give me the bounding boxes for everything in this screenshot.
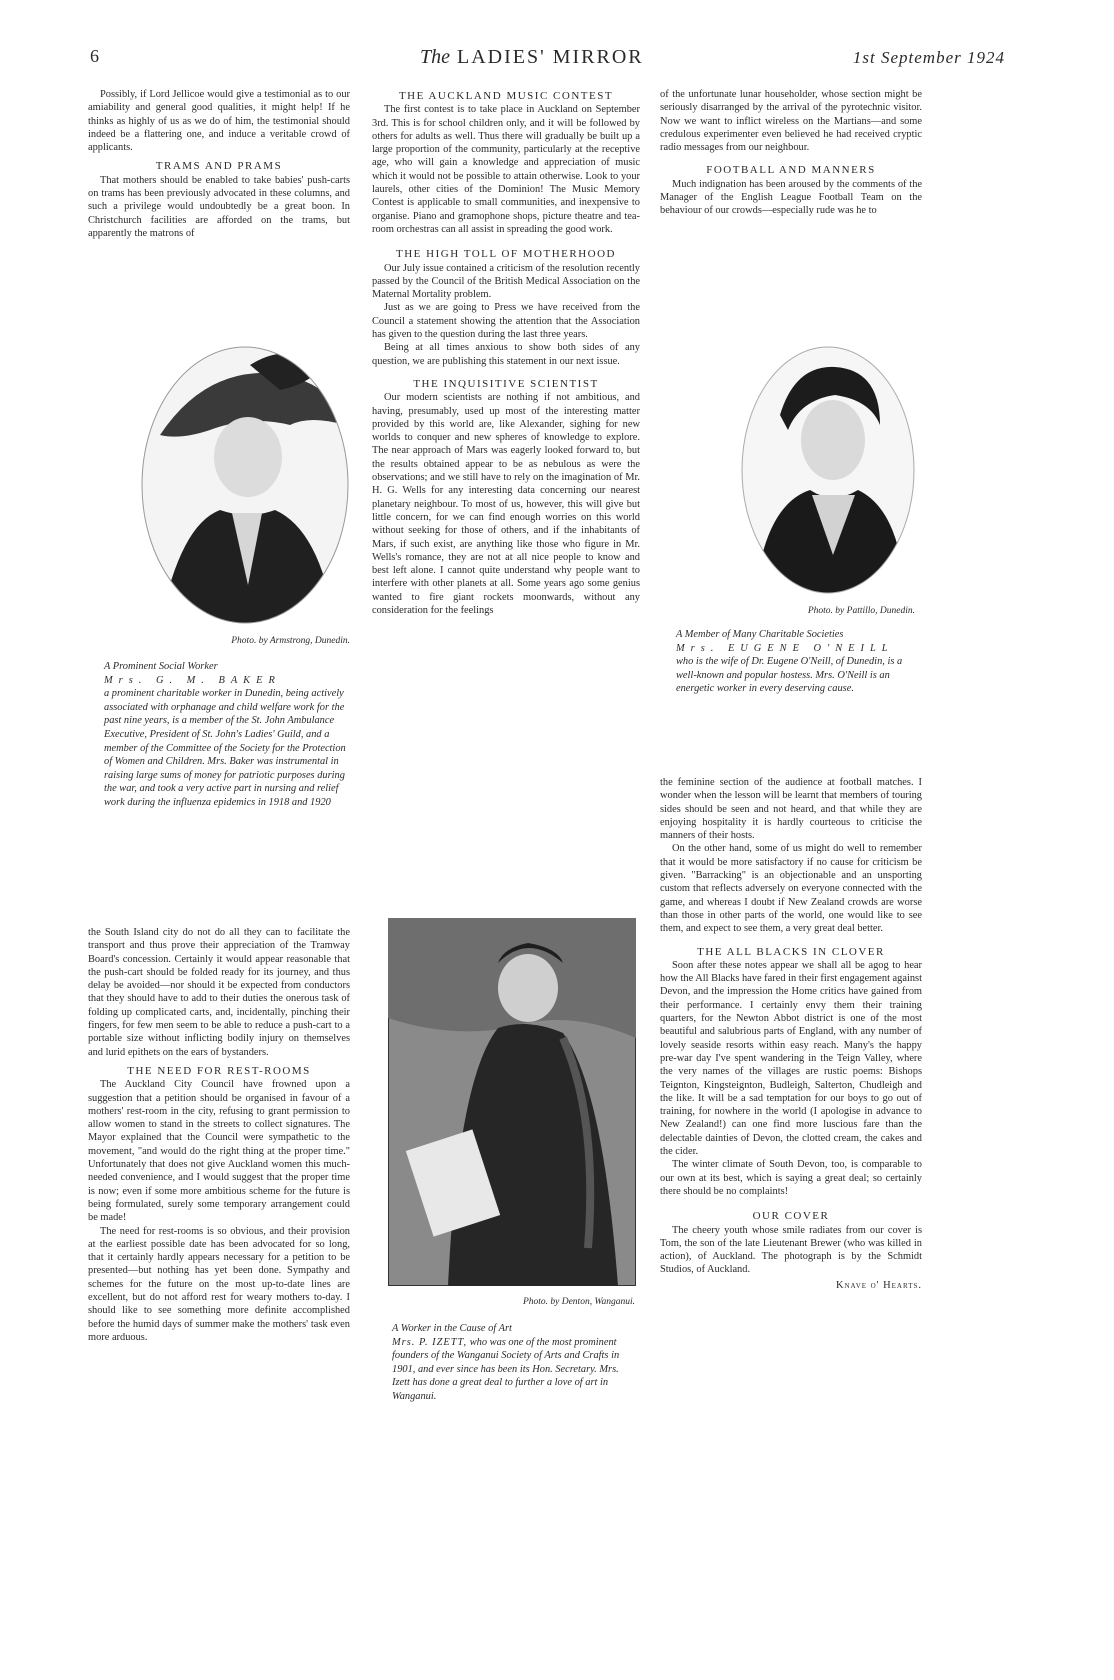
photo3-credit: Photo. by Pattillo, Dunedin. [807,606,915,616]
photo1-caption-head: A Prominent Social Worker [104,661,218,672]
photo1-credit: Photo. by Armstrong, Dunedin. [231,636,350,646]
portrait-oval-baker [140,345,350,625]
col1-top [88,88,350,240]
photo1-caption-text: a prominent charitable worker in Dunedin, being actively associated with orphanage and child welfare work for the past nine years, is a member of the St. John Ambulance Executive, President of St. John's Ladies' Guild, and a member of the Committee of the Society for the Protection of Women and Children. Mrs. Baker was instrumental in raising large sums of money for patriotic purposes during the war, and took a very active part in nursing and relief work during the influenza epidemics in 1918 and 1920 [104,688,346,808]
football-paragraph-2: On the other hand, some of us might do well to remember that it would be more satisfactory if no cause for criticism be given. "Barracking" is an objectionable and an unsporting custom that reflects adversely on everyone connected with the game, and whereas I doubt if New Zealand crowds are worse than those in other parts of the world, one would like to see them, and expect to see them, a very great deal better. [660,843,922,935]
music-contest-paragraph: The first contest is to take place in Auckland on September 3rd. This is for school children only, and it will be followed by others for adults as well. Thus there will gradually be built up a large proportion of the community, particularly at the receptive age, who will gain a knowledge and appreciation of music which it would not be possible to attain otherwise. Look to your laurels, other cities of the Dominion! The Music Memory Contest is applicable to small communities, and inexpensive to organise. Piano and gramophone shops, picture theatre and tea-room orchestras can all assist in spreading the good work. [372,104,640,235]
masthead-the: The [420,46,450,68]
page-number: 6 [90,46,99,66]
scientist-paragraph: Our modern scientists are nothing if not ambitious, and having, presumably, used up most of the interesting matter provided by this world are, like Alexander, sighing for new worlds to conquer and new spheres of knowledge to explore. The near approach of Mars was eagerly looked forward to, but the results obtained appear to be as nebulous as were the observations; and we still have to rely on the imagination of Mr. H. G. Wells for any interesting data concerning our nearest planetary neighbour. To most of us, however, this will give but little concern, for we can find enough worries on this world without seeking for those of others, and if the inhabitants of Mars, if such exist, are anything like those who figure in Mr. Wells's romance, they are not at all nice people to know and best left alone. I cannot quite understand why people want to interfere with other planets at all. Some years ago some genius wanted to fire giant rockets moonwards, without any consideration for the feelings [372,392,640,616]
photo3-caption-head: A Member of Many Charitable Societies [676,629,844,640]
portrait-rect-izett [388,918,636,1286]
issue-date: 1st September 1924 [852,48,1005,67]
masthead [420,46,644,69]
all-blacks-paragraph-2: The winter climate of South Devon, too, is comparable to our own at its best, which is saying a great deal; so certainly there should be no complaints! [660,1159,922,1197]
photo2-caption-text: who was one of the most prominent founders of the Wanganui Society of Arts and Crafts in 1901, and ever since has been its Hon. Secretary. Mrs. Izett has done a great deal to further a love of art in Wanganui. [392,1336,620,1402]
motherhood-paragraph-2: Just as we are going to Press we have received from the Council a statement showing the attention that the Association has given to the question during the last three years. [372,302,640,341]
scientist-continued: of the unfortunate lunar householder, whose section might be seriously disarranged by the arrival of the pyrotechnic visitor. Now we want to inflict wireless on the Martians—and some credulous experimenter even believed he had received cryptic radio messages from our neighbour. [660,89,922,154]
motherhood-heading: THE HIGH TOLL OF MOTHERHOOD [396,248,616,261]
portrait-oval-oneill [740,345,916,595]
photo1-caption-name: Mrs. G. M. BAKER [104,674,281,686]
all-blacks-paragraph-1: Soon after these notes appear we shall all be agog to hear how the All Blacks have fared in their first engagement against Devon, and the impression the Home critics have gained from their performance. I certainly envy them their training quarters, for the Newton Abbot district is one of the most beautiful and salubrious parts of England, with any number of lovely seaside resorts within easy reach. Many's the happy pre-war day I've spent wandering in the Teign Valley, where the very names of the villages are rustic poems: Bishops Teignton, Kingsteignton, Budleigh, Salterton, Chudleigh and the like. It will be a sad temptation for our boys to go out of training, for nowhere in the world (I apologise in advance to New Zealand!) can one find more luscious fare than the delectable dainties of Devon, the clotted cream, the cakes and the cider. [660,959,922,1158]
football-continued: the feminine section of the audience at football matches. I wonder when the lesson will be learnt that members of touring sides should be seen and not heard, and that while they are enjoying hospitality it is hardly courteous to criticise the manners of their hosts. [660,777,922,842]
trams-paragraph: That mothers should be enabled to take babies' push-carts on trams has been previously advocated in these columns, and such a privilege would undoubtedly be a great boon. In Christchurch facilities are afforded on the trams, but apparently the matrons of [88,174,350,239]
football-heading: FOOTBALL AND MANNERS [706,164,876,177]
col2-text [372,90,640,617]
intro-paragraph: Possibly, if Lord Jellicoe would give a testimonial as to our amiability and general good qualities, it might help! If he thinks as highly of us as we do of him, the testimonial should indeed be a flattering one, and induce a veritable crowd of applicants. [88,89,350,154]
col1-bottom [88,926,350,1344]
photo-mrs-izett [388,918,636,1286]
photo-mrs-baker [140,345,350,625]
photo3-caption [676,628,916,696]
col3-top [660,88,922,218]
cover-heading: OUR COVER [752,1210,830,1223]
football-paragraph-1: Much indignation has been aroused by the comments of the Manager of the English League Football Team on the behaviour of our crowds—especially rude was he to [660,178,922,217]
photo-mrs-oneill [740,345,916,595]
scientist-heading: THE INQUISITIVE SCIENTIST [413,377,599,390]
photo1-caption [104,660,349,810]
motherhood-paragraph-3: Being at all times anxious to show both sides of any question, we are publishing this statement in our next issue. [372,342,640,367]
photo3-caption-text: who is the wife of Dr. Eugene O'Neill, of Dunedin, is a well-known and popular hostess. Mrs. O'Neill is an energetic worker in every deserving cause. [676,656,903,695]
trams-continued: the South Island city do not do all they can to facilitate the transport and thus prove their appreciation of the Tramway Board's concession. Certainly it would appear reasonable that the push-cart should be folded ready for its journey, and thus delay be avoided—nor should it be expected from conductors that they should have to add to their duties the onerous task of folding up complicated carts, and, incidentally, pinching their fingers, for few men seem to be able to reduce a push-cart to a portable size without inflicting bodily injury on themselves and lurid epithets on the ears of bystanders. [88,927,350,1058]
motherhood-paragraph-1: Our July issue contained a criticism of the resolution recently passed by the Council of the British Medical Association on the Maternal Mortality problem. [372,262,640,301]
rest-rooms-paragraph-1: The Auckland City Council have frowned upon a suggestion that a petition should be organised in favour of a mothers' rest-room in the city, refusing to grant permission to allow women to stand in the streets to collect signatures. The Mayor explained that the Council were sympathetic to the movement, "and would do the right thing at the proper time." Unfortunately that does not give Auckland women this much-needed convenience, and I would suggest that the proper time is now; even if some more ambitious scheme for the future is being formulated, surely some temporary arrangement could be made! [88,1079,350,1224]
rest-rooms-paragraph-2: The need for rest-rooms is so obvious, and their provision at the earliest possible date has been advocated for so long, that it certainly hardly appears necessary for a petition to be presented—but nothing has yet been done. Sympathy and schemes for the future on the most up-to-date lines are excellent, but do not afford rest for weary mothers to-day. I should like to see something more definite accomplished before the humid days of summer make the mothers' task even more arduous. [88,1225,350,1343]
cover-paragraph: The cheery youth whose smile radiates from our cover is Tom, the son of the late Lieutenant Brewer (who was killed in action), of Auckland. The photograph is by the Schmidt Studios, of Auckland. [660,1224,922,1276]
col3-bottom [660,776,922,1292]
photo2-credit: Photo. by Denton, Wanganui. [522,1297,635,1307]
photo3-caption-name: Mrs. EUGENE O'NEILL [676,642,894,654]
all-blacks-heading: THE ALL BLACKS IN CLOVER [697,945,885,958]
music-contest-heading: THE AUCKLAND MUSIC CONTEST [398,90,614,102]
masthead-name: LADIES' MIRROR [457,46,644,68]
rest-rooms-heading: THE NEED FOR REST-ROOMS [127,1064,311,1077]
author-signature: Knave o' Hearts. [835,1279,922,1291]
photo2-caption-name: Mrs. P. IZETT, [392,1336,468,1348]
page-header [90,46,1005,74]
photo2-caption [392,1322,637,1404]
trams-heading: TRAMS AND PRAMS [155,160,283,173]
photo2-caption-head: A Worker in the Cause of Art [392,1323,512,1334]
